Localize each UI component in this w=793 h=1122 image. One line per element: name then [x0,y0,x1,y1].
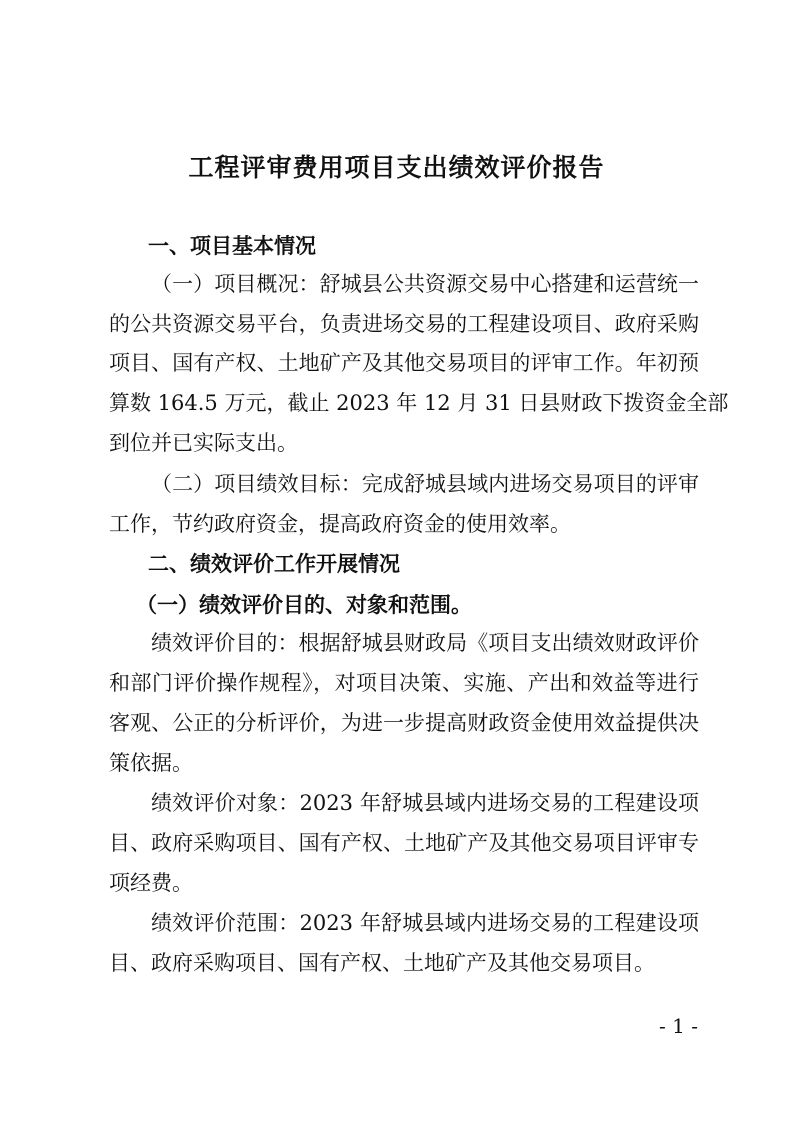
document-title: 工程评审费用项目支出绩效评价报告 [188,153,605,182]
paragraph-line: 和部门评价操作规程》，对项目决策、实施、产出和效益等进行 [109,671,699,695]
paragraph-line: 目、政府采购项目、国有产权、土地矿产及其他交易项目评审专 [109,831,699,855]
page-number: - 1 - [659,1014,698,1038]
paragraph-line: 工作，节约政府资金，提高政府资金的使用效率。 [109,512,571,536]
paragraph-line: 算数 164.5 万元，截止 2023 年 12 月 31 日县财政下拨资金全部 [109,391,729,415]
subsection-heading: （一）绩效评价目的、对象和范围。 [136,593,472,617]
paragraph-line: 绩效评价范围：2023 年舒城县域内进场交易的工程建设项 [151,911,699,935]
paragraph-line: （二）项目绩效目标：完成舒城县域内进场交易项目的评审 [151,472,699,496]
section-heading-2: 二、绩效评价工作开展情况 [148,552,400,576]
paragraph-line: 客观、公正的分析评价，为进一步提高财政资金使用效益提供决 [109,711,699,735]
paragraph-line: 项经费。 [109,871,193,895]
paragraph-line: 到位并已实际支出。 [109,431,298,455]
paragraph-line: 绩效评价目的：根据舒城县财政局《项目支出绩效财政评价 [151,631,699,655]
paragraph-line: 项目、国有产权、土地矿产及其他交易项目的评审工作。年初预 [109,351,699,375]
paragraph-line: 策依据。 [109,751,193,775]
section-heading-1: 一、项目基本情况 [148,234,316,258]
paragraph-line: 目、政府采购项目、国有产权、土地矿产及其他交易项目。 [109,951,655,975]
paragraph-line: 的公共资源交易平台，负责进场交易的工程建设项目、政府采购 [109,312,699,336]
paragraph-line: 绩效评价对象：2023 年舒城县域内进场交易的工程建设项 [151,791,699,815]
paragraph-line: （一）项目概况：舒城县公共资源交易中心搭建和运营统一 [151,272,699,296]
